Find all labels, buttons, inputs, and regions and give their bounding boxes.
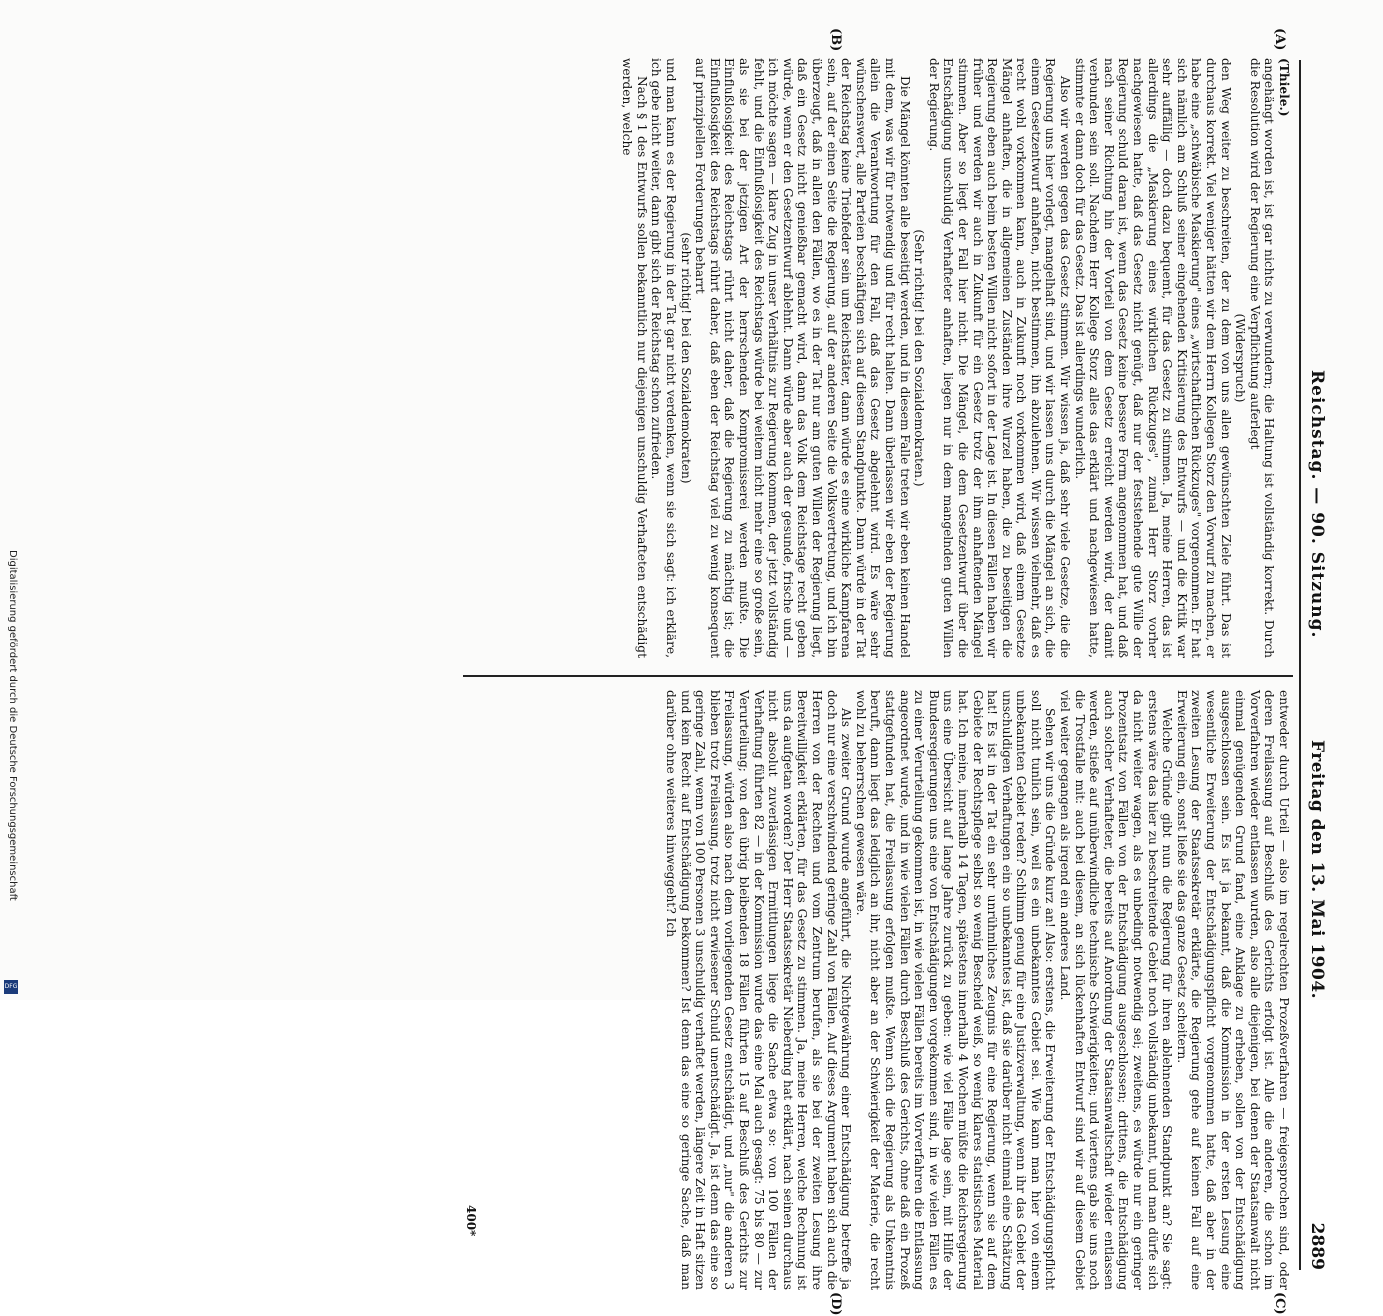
header-rule [1299,60,1301,1270]
left-running-title: Reichstag. — 90. Sitzung. [1307,370,1327,639]
paragraph: Also wir werden gegen das Gesetz stimmen. Wir wissen ja, daß sehr viele Gesetze, die die Regierung uns hier vorlegt, mangelhaft sind, und wir lassen uns durch die Mängel an sich, die einem Gesetzentwurf anhaften, nicht bestimmen, ihn abzulehnen. Wir wissen vielmehr, daß es recht wohl vorkommen kann, auch in Zukunft noch vorkommen wird, daß einem Gesetze Mängel anhaften, die in allgemeinen Zuständen ihre Wurzel haben, die zu beseitigen die Regierung eben auch beim besten Willen nicht sofort in der Lage ist. In diesen Fällen haben wir früher und werden wir auch in Zukunft für ein Gesetz trotz der ihm anhaftenden Mängel stimmen. Aber so liegt der Fall hier nicht. Die Mängel, die dem Gesetzentwurf über die Entschädigung unschuldig Verhafteter anhaften, liegen nur in dem mangelnden guten Willen der Regierung. [926,58,1073,658]
speaker-name: (Thiele.) [1277,58,1291,117]
interjection: (Sehr richtig! bei den Sozialdemokraten.) [912,229,927,487]
margin-mark-b: (B) [828,28,843,52]
paragraph: Die Mängel könnten alle beseitigt werden, und in diesem Falle treten wir eben keinen Handel mit dem, was wir für notwendig und für recht halten. Dann überlassen wir eben der Regierung allein die Verantwortung für den Fall, daß das Gesetz abgelehnt wird. Es wäre sehr wünschenswert, alle Parteien beschäftigen sich auf diesem Standpunkte. Dann würde in der Tat der Reichstag keine Triebfeder sein um Reichstäter, dann würde es eine wirkliche Kampfarena sein, auf der einen Seite die Regierung, auf der anderen Seite die Volksvertretung, und ich bin überzeugt, daß in allen den Fällen, wo es in der Tat nur am guten Willen der Regierung liegt, daß ein Gesetz nicht genießbar gemacht wird, dann das Volk dem Reichstage recht geben würde, wenn er den Gesetzentwurf ablehnt. Dann würde aber auch der gesunde, frische und — ich möchte sagen — klare Zug in unser Verhältnis zur Regierung kommen, der jetzt vollständig fehlt, und die Einflußlosigkeit des Reichstags würde bei weitem nicht mehr eine so große sein, als sie bei der jetzigen Art der herrschenden Kompromisserei werden mußte. Die Einflußlosigkeit des Reichstags rührt nicht daher, daß die Regierung zu mächtig ist; die Einflußlosigkeit des Reichstags rührt daher, daß eben der Reichstag viel zu wenig konsequent auf prinzipiellen Forderungen beharrt [693,58,912,658]
digitization-credit [4,550,18,995]
paragraph: Als zweiter Grund wurde angeführt, die Nichtgewährung einer Entschädigung betreffe ja doch nur eine verschwindend geringe Zahl von Fällen. Auf dieses Argument haben sich auch die Herren von der Rechten und vom Zentrum berufen, als sie bei der zweiten Lesung ihre Bereitwilligkeit erklärten, für das Gesetz zu stimmen. Ja, meine Herren, welche Rechnung ist uns da aufgetan worden? Der Herr Staatssekretär Nieberding hat erklärt, nach seinen durchaus nicht absolut zuverlässigen Ermittlungen liege die Sache etwa so: von 100 Fällen der Verhaftung führten 82 — in der Kommission wurde das eine Mal auch gesagt: 75 bis 80 — zur Verurteilung; von den übrig bleibenden 18 Fällen führten 15 auf Beschluß des Gerichts zur Freilassung, würden also nach dem vorliegenden Gesetz entschädigt, und „nur" die anderen 3 blieben trotz Freilassung, trotz nicht erwiesener Schuld unentschädigt. Ja, ist denn das eine so geringe Zahl, wenn von 100 Personen 3 unschuldig verhaftet werden, längere Zeit in Haft sitzen und kein Recht auf Entschädigung bekommen? Ist denn das eine so geringe Sache, daß man darüber ohne weiteres hinweggeht? Ich [664,690,854,1290]
left-column [620,58,1291,658]
right-column [663,690,1291,1290]
column-divider [463,675,1293,677]
margin-mark-a: (A) [1272,28,1287,51]
running-header [1303,60,1331,1270]
credit-text: Digitalisierung gefördert durch die Deutsche Forschungsgemeinschaft [7,550,18,901]
paragraph: angehängt worden ist, ist gar nichts zu verwundern; die Haltung ist vollständig korrekt. Durch die Resolution wird der Regierung eine Verpflichtung auferlegt [1247,58,1277,658]
dfg-logo-icon: DFG [4,980,18,994]
paragraph: Welche Gründe gibt nun die Regierung für ihren ablehnenden Standpunkt an? Sie sagt: erstens wäre das hier zu beschreitende Gebiet noch vollständig unbekannt, und man dürfe sich da nicht weiter wagen, als es unbedingt notwendig sei; zweitens, es würde nur ein geringer Prozentsatz von Fällen von der Entschädigung ausgeschlossen; drittens, die Entschädigung auch solcher Verhafteter, die bereits auf Anordnung der Staatsanwaltschaft wieder entlassen werden, stieße auf unüberwindliche technische Schwierigkeiten; und viertens gab sie uns noch die Trostfalle mit: auch bei diesem, an sich lückenhaften Entwurf sind wir auf diesem Gebiet viel weiter gegangen als irgend ein anderes Land. [1058,690,1175,1290]
right-page-number: 2889 [1307,1222,1327,1270]
paragraph: den Weg weiter zu beschreiten, der zu dem von uns allen gewünschten Ziele führt. Das ist durchaus korrekt. Viel weniger hätten wir dem Herrn Kollegen Storz den Vorwurf zu machen, er habe eine „schwäbische Maskierung" eines „wirtschaftlichen Rückzuges" vorgenommen. Er hat sich nämlich am Schluß seiner eingehenden Kritisierung des Entwurfs — und die Kritik war sehr auffällig — doch dazu bequemt, für das Gesetz zu stimmen. Ja, meine Herren, das ist allerdings die „Maskierung eines wirklichen Rückzuges", zumal Herr Storz vorher nachgewiesen hatte, daß das Gesetz nicht genügt, daß nur der feststehende gute Wille der Regierung schuld daran ist, wenn das Gesetz keine bessere Form angenommen hat, und daß nach seiner Richtung hin der Vorteil von dem Gesetz erreicht werden wird, der damit verbunden sein soll. Nachdem Herr Kollege Storz alles das erklärt und nachgewiesen hatte, stimmte er dann doch für das Gesetz. Das ist allerdings wunderlich. [1072,58,1233,658]
interjection: (sehr richtig! bei den Sozialdemokraten) [678,232,693,484]
signature-mark: 400* [464,1205,478,1237]
paragraph: Sehen wir uns die Gründe kurz an! Also: erstens, die Erweiterung der Entschädigungspflicht soll nicht tunlich sein, weil es ein unbekanntes Gebiet sei. Wie kann man hier von einem unbekannten Gebiet reden? Schlimm genug für eine Justizverwaltung, wenn ihr das Gebiet der unschuldigen Verhaftungen ein so unbekanntes ist, daß sie darüber nicht einmal eine Schätzung hat! Es ist in der Tat ein sehr unrühmliches Zeugnis für eine Regierung, wenn sie auf dem Gebiete der Rechtspflege selbst so wenig Bescheid weiß, so wenig klares statistisches Material hat. Ich meine, innerhalb 14 Tagen, spätestens innerhalb 4 Wochen müßte die Reichsregierung uns eine Übersicht auf lange Jahre zurück zu geben: wie viel Fälle lage sein, mit Hilfe der Bundesregierungen uns eine von Entschädigungen vorgekommen sind, in wie vielen Fällen es zu einer Verurteilung gekommen ist, in wie vielen Fällen bereits im Vorverfahren die Entlassung angeordnet wurde, und in wie vielen Fällen durch Beschluß des Gerichts, ohne daß ein Prozeß stattgefunden hat, die Freilassung erfolgen mußte. Wenn sich die Regierung als Unkenntnis beruft, dann liegt das lediglich an ihr, nicht aber an der Schwierigkeit der Materie, die recht wohl zu beherrschen gewesen wäre. [853,690,1058,1290]
right-running-title: Freitag den 13. Mai 1904. [1307,740,1327,1000]
paragraph: entweder durch Urteil — also im regelrechten Prozeßverfahren — freigesprochen sind, oder deren Freilassung auf Beschluß des Gerichts erfolgt ist. Alle die anderen, die schon im Vorverfahren wieder entlassen wurden, also alle diejenigen, bei denen der Staatsanwalt nicht einmal genügenden Grund fand, eine Anklage zu erheben, sollen von der Entschädigung ausgeschlossen sein. Es ist ja bekannt, daß die Kommission in der ersten Lesung eine wesentliche Erweiterung der Entschädigungspflicht vorgenommen hatte, daß aber in der zweiten Lesung der Staatssekretär erklärte, die Regierung gehe auf keinen Fall auf eine Erweiterung ein, sonst ließe sie das ganze Gesetz scheitern. [1174,690,1291,1290]
paragraph: und man kann es der Regierung in der Tat gar nicht verdenken, wenn sie sich sagt: ich erkläre, ich gebe nicht weiter, dann gibt sich der Reichstag schon zufrieden. [649,58,679,658]
paragraph: Nach § 1 des Entwurfs sollen bekanntlich nur diejenigen unschuldig Verhafteten entschädigt werden, welche [620,58,649,658]
interjection: (Widerspruch) [1233,313,1248,403]
margin-mark-d: (D) [828,1292,843,1316]
margin-mark-c: (C) [1272,1292,1287,1315]
